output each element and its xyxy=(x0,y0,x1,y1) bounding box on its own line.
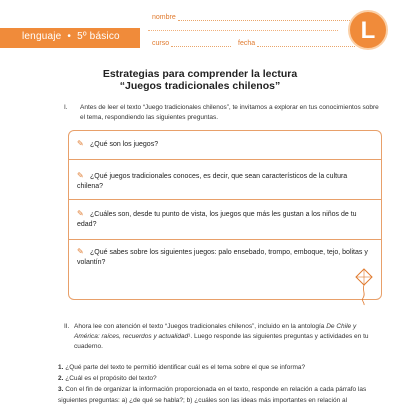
question-3[interactable] xyxy=(77,209,373,230)
header-divider xyxy=(148,30,338,31)
question-divider xyxy=(69,159,381,160)
pencil-icon: ✎ xyxy=(77,139,84,148)
question-list xyxy=(58,362,384,406)
grade-label: 5º básico xyxy=(77,31,120,42)
pencil-icon: ✎ xyxy=(77,171,84,180)
date-line[interactable] xyxy=(257,40,355,47)
name-label: nombre xyxy=(152,14,176,21)
subject-label xyxy=(22,31,120,42)
list-item-number: 3. xyxy=(58,386,64,393)
page-title xyxy=(0,68,400,92)
question-text: ¿Qué sabes sobre los siguientes juegos: palo ensebado, trompo, emboque, tejo, bolitas y volantín? xyxy=(77,249,368,266)
list-item-text: ¿Qué parte del texto te permitió identificar cuál es el tema sobre el que se informa? xyxy=(65,364,306,371)
name-line[interactable] xyxy=(178,14,364,21)
questions-box xyxy=(68,130,382,300)
question-text: ¿Qué juegos tradicionales conoces, es decir, que sean característicos de la cultura chilena? xyxy=(77,173,348,190)
list-item xyxy=(58,373,384,384)
pencil-icon: ✎ xyxy=(77,209,84,218)
question-4[interactable] xyxy=(77,247,373,268)
list-item-number: 1. xyxy=(58,364,64,371)
section-1-text: Antes de leer el texto “Juego tradicionales chilenos”, te invitamos a explorar en tus conocimientos sobre el tema, respondiendo las siguientes preguntas. xyxy=(80,104,379,121)
kite-icon xyxy=(354,268,374,306)
course-line[interactable] xyxy=(171,40,231,47)
anthology-title: De Chile y América: raíces, recuerdos y actualidad xyxy=(74,323,357,340)
question-1[interactable] xyxy=(77,139,373,150)
date-field[interactable] xyxy=(238,40,355,47)
course-label: curso xyxy=(152,40,170,47)
list-item-text: Con el fin de organizar la información proporcionada en el texto, responde en relación a cada párrafo las siguientes preguntas: a) ¿de qué se habla?; b) ¿cuáles son las ideas más importantes en relación al xyxy=(58,386,367,404)
course-field[interactable] xyxy=(152,40,231,47)
date-label: fecha xyxy=(238,40,256,47)
question-divider xyxy=(69,239,381,240)
name-field[interactable] xyxy=(152,14,364,21)
list-item-text: ¿Cuál es el propósito del texto? xyxy=(65,375,157,382)
section-2-number: II. xyxy=(64,323,70,330)
pencil-icon: ✎ xyxy=(77,247,84,256)
list-item-number: 2. xyxy=(58,375,64,382)
section-2-text-b: ¹. Luego responde las siguientes preguntas y actividades en tu cuaderno. xyxy=(74,333,369,350)
badge-letter: L xyxy=(360,17,376,44)
title-line-2: “Juegos tradicionales chilenos” xyxy=(119,80,281,92)
section-2-text-a: Ahora lee con atención el texto “Juegos tradicionales chilenos”, incluido en la antología xyxy=(74,323,327,330)
subject-name: lenguaje xyxy=(22,31,62,42)
question-text: ¿Qué son los juegos? xyxy=(90,141,159,148)
subject-separator: • xyxy=(67,31,72,42)
section-2-text xyxy=(74,322,380,352)
section-1-number: I. xyxy=(64,104,68,111)
subject-badge xyxy=(348,10,388,50)
question-text: ¿Cuáles son, desde tu punto de vista, los juegos que más les gustan a los niños de tu edad? xyxy=(77,211,357,228)
title-line-1: Estrategias para comprender la lectura xyxy=(102,68,298,80)
question-divider xyxy=(69,199,381,200)
list-item xyxy=(58,362,384,373)
question-2[interactable] xyxy=(77,171,373,192)
list-item xyxy=(58,384,384,406)
